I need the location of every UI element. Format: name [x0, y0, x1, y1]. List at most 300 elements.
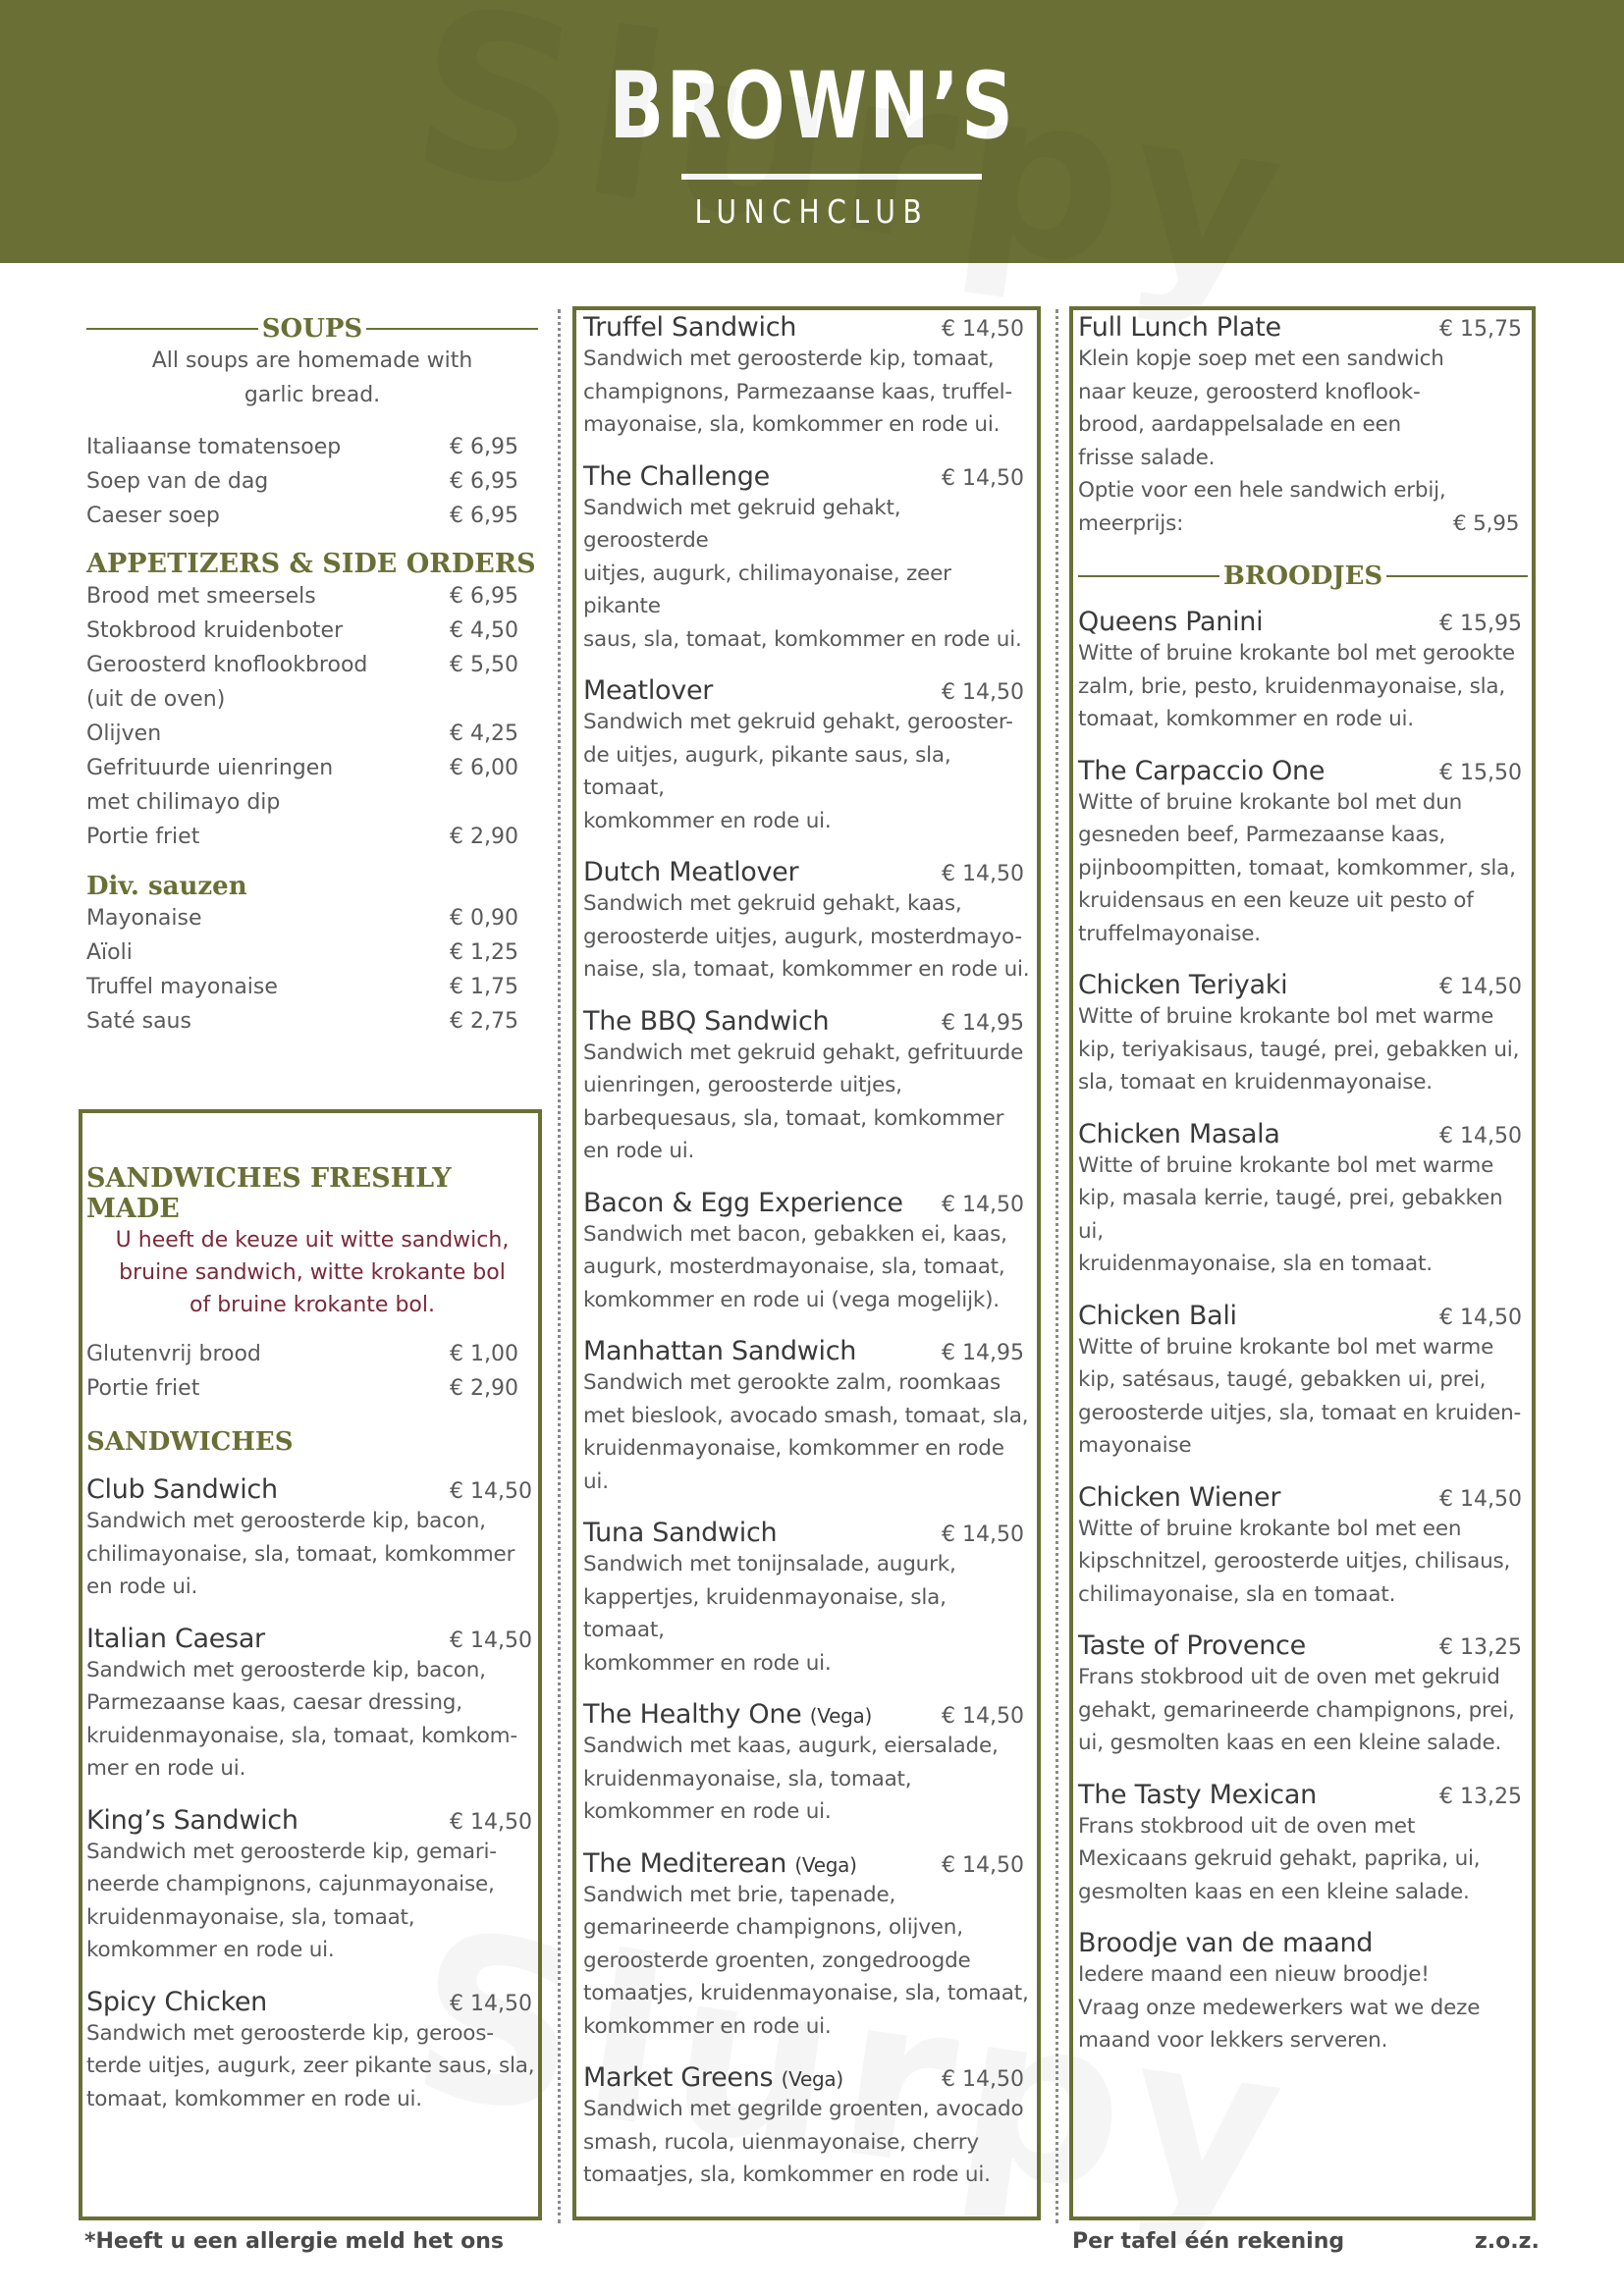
- item-price: € 14,50: [450, 1628, 532, 1653]
- menu-line: [86, 1337, 538, 1371]
- item-description: [86, 1836, 538, 1967]
- line-name: met chilimayo dip: [86, 790, 281, 815]
- item-title: Taste of Provence: [1078, 1630, 1306, 1661]
- item-name: [583, 675, 713, 706]
- description-line: barbequesaus, sla, tomaat, komkommer: [583, 1105, 1004, 1131]
- description-line: Sandwich met gekruid gehakt, kaas,: [583, 891, 962, 916]
- menu-item: [583, 1848, 1030, 2044]
- bill-note: Per tafel één rekening: [1072, 2229, 1345, 2254]
- description-line: Mexicaans gekruid gehakt, paprika, ui,: [1078, 1846, 1481, 1871]
- line-price: € 6,95: [450, 584, 518, 609]
- item-name: [86, 1624, 265, 1654]
- item-price: € 14,50: [1439, 1123, 1522, 1148]
- item-price: € 14,95: [942, 1341, 1024, 1365]
- item-name: [1078, 1928, 1373, 1958]
- item-description: [583, 1037, 1030, 1168]
- description-line: Sandwich met kaas, augurk, eiersalade,: [583, 1734, 999, 1758]
- description-line: komkommer en rode ui (vega mogelijk).: [583, 1287, 1000, 1312]
- line-name: Geroosterd knoflookbrood: [86, 653, 368, 677]
- description-line: maand voor lekkers serveren.: [1078, 2028, 1388, 2053]
- description-line: kip, masala kerrie, taugé, prei, gebakken ui,: [1078, 1186, 1503, 1244]
- full-lunch-desc: Klein kopje soep met een sandwich naar keuze, geroosterd knoflook- brood, aardappelsalade en een frisse salade. Optie voor een hele sandwich erbij, meerprijs: € 5,95: [1078, 347, 1520, 536]
- description-line: augurk, mosterdmayonaise, sla, tomaat,: [583, 1255, 1005, 1279]
- description-line: mayonaise, sla, komkommer en rode ui.: [583, 412, 1001, 437]
- item-title: Italian Caesar: [86, 1623, 265, 1654]
- item-head: [1078, 1928, 1528, 1958]
- description-line: champignons, Parmezaanse kaas, truffel-: [583, 379, 1012, 404]
- line-price: € 4,25: [450, 721, 518, 746]
- menu-line: [86, 682, 538, 717]
- line-price: € 4,50: [450, 618, 518, 643]
- description-line: de uitjes, augurk, pikante saus, sla, tomaat,: [583, 742, 951, 800]
- menu-line: [86, 1371, 538, 1406]
- line-name: Gefrituurde uienringen: [86, 756, 334, 780]
- soups-intro: All soups are homemade with garlic bread.: [151, 348, 473, 407]
- item-head: [583, 312, 1030, 343]
- item-price: € 13,25: [1439, 1784, 1522, 1809]
- item-title: King’s Sandwich: [86, 1804, 298, 1836]
- description-line: Vraag onze medewerkers wat we deze: [1078, 1995, 1481, 2020]
- menu-item: [1078, 1780, 1528, 1909]
- item-description: [583, 706, 1030, 837]
- description-line: kappertjes, kruidenmayonaise, sla, tomaat,: [583, 1584, 947, 1642]
- item-name: [1078, 1119, 1280, 1149]
- item-head: [583, 1518, 1030, 1548]
- item-head: [583, 1336, 1030, 1366]
- soups-section: [86, 314, 538, 1039]
- item-tag: (Vega): [809, 1704, 872, 1728]
- description-line: smash, rucola, uienmayonaise, cherry: [583, 2129, 979, 2155]
- item-title: Market Greens: [583, 2062, 774, 2093]
- sauces-heading: Div. sauzen: [86, 872, 247, 901]
- line-name: Portie friet: [86, 1376, 200, 1401]
- item-head: [1078, 607, 1528, 637]
- item-price: € 15,95: [1439, 612, 1522, 636]
- item-head: [583, 1699, 1030, 1730]
- line-price: € 2,90: [450, 825, 518, 849]
- menu-item: [583, 1188, 1030, 1317]
- sauces-list: [86, 901, 538, 1039]
- description-line: ui, gesmolten kaas en een kleine salade.: [1078, 1731, 1502, 1755]
- item-description: [1078, 1149, 1528, 1281]
- item-description: [86, 1505, 538, 1604]
- broodjes-section: [1078, 312, 1528, 2077]
- menu-line: [86, 614, 538, 648]
- column-divider: [558, 309, 561, 2223]
- item-price: € 14,50: [942, 1704, 1024, 1729]
- item-head: [86, 1474, 538, 1505]
- line-name: Stokbrood kruidenboter: [86, 618, 344, 643]
- line-name: Soep van de dag: [86, 469, 269, 494]
- sandwiches-heading: SANDWICHES FRESHLY MADE: [86, 1163, 452, 1224]
- sandwiches-section: [86, 1163, 538, 2135]
- heading-rule: [1386, 575, 1528, 577]
- menu-item: [583, 857, 1030, 987]
- sandwich-list-2-wrap: [583, 312, 1030, 2212]
- item-name: [1078, 970, 1287, 1000]
- item-price: € 14,50: [942, 2067, 1024, 2092]
- brand-name: BROWN’S: [609, 53, 1015, 160]
- line-price: € 2,90: [450, 1376, 518, 1401]
- description-line: neerde champignons, cajunmayonaise,: [86, 1872, 495, 1896]
- description-line: Sandwich met geroosterde kip, gemari-: [86, 1839, 497, 1864]
- line-name: Brood met smeersels: [86, 584, 316, 609]
- item-name: [86, 1987, 267, 2017]
- menu-item: [583, 1336, 1030, 1498]
- description-line: sla, tomaat en kruidenmayonaise.: [1078, 1070, 1433, 1095]
- description-line: Sandwich met gekruid gehakt, geroosterde: [583, 495, 901, 553]
- item-title: Queens Panini: [1078, 607, 1264, 637]
- logo: [0, 53, 1624, 160]
- line-price: € 6,00: [450, 756, 518, 780]
- description-line: Sandwich met gerookte zalm, roomkaas: [583, 1370, 1001, 1395]
- item-head: [86, 1624, 538, 1654]
- line-name: Truffel mayonaise: [86, 975, 278, 999]
- description-line: gesmolten kaas en een kleine salade.: [1078, 1879, 1470, 1904]
- item-description: [583, 1366, 1030, 1498]
- brand-subtitle: LUNCHCLUB: [694, 192, 930, 231]
- item-description: [86, 2017, 538, 2116]
- item-price: € 14,50: [942, 1522, 1024, 1547]
- menu-item: [1078, 1482, 1528, 1612]
- description-line: terde uitjes, augurk, zeer pikante saus, sla,: [86, 2054, 535, 2078]
- allergy-note: *Heeft u een allergie meld het ons: [84, 2229, 504, 2254]
- description-line: chilimayonaise, sla, tomaat, komkommer: [86, 1541, 515, 1567]
- item-name: [1078, 607, 1263, 637]
- description-line: kruidenmayonaise, sla, tomaat,: [86, 1904, 415, 1930]
- item-description: [1078, 1661, 1528, 1760]
- item-head: [1078, 756, 1528, 786]
- description-line: Witte of bruine krokante bol met warme: [1078, 1334, 1494, 1360]
- extras-list: [86, 1337, 538, 1406]
- menu-item: [86, 1805, 538, 1967]
- item-head: [1078, 970, 1528, 1000]
- item-name: [583, 1848, 857, 1879]
- line-price: € 6,95: [450, 435, 518, 459]
- description-line: komkommer en rode ui.: [86, 1938, 335, 1962]
- item-name: [583, 461, 770, 492]
- description-line: zalm, brie, pesto, kruidenmayonaise, sla,: [1078, 673, 1505, 699]
- item-price: € 15,75: [1439, 317, 1522, 342]
- description-line: komkommer en rode ui.: [583, 2013, 832, 2039]
- menu-item: [1078, 1630, 1528, 1760]
- item-title: The Mediterean: [583, 1847, 787, 1879]
- line-name: Olijven: [86, 721, 162, 746]
- item-price: € 14,95: [942, 1010, 1024, 1036]
- heading-rule: [86, 328, 258, 330]
- description-line: mayonaise: [1078, 1433, 1192, 1458]
- item-head: [1078, 1630, 1528, 1661]
- description-line: Sandwich met gekruid gehakt, gefrituurde: [583, 1040, 1024, 1065]
- item-name: [583, 1336, 856, 1366]
- description-line: Sandwich met brie, tapenade,: [583, 1882, 896, 1907]
- item-description: [86, 1654, 538, 1786]
- description-line: tomaat, komkommer en rode ui.: [1078, 707, 1414, 731]
- menu-line: [86, 820, 538, 854]
- item-price: € 14,50: [942, 1852, 1024, 1878]
- item-name: [583, 312, 796, 343]
- item-title: Meatlover: [583, 675, 714, 706]
- item-head: [1078, 1301, 1528, 1331]
- description-line: kipschnitzel, geroosterde uitjes, chilisaus,: [1078, 1549, 1511, 1574]
- item-description: [1078, 1810, 1528, 1909]
- item-title: Broodje van de maand: [1078, 1928, 1374, 1958]
- item-title: The Challenge: [583, 460, 770, 492]
- item-price: € 13,25: [1439, 1635, 1522, 1660]
- item-name: [583, 2062, 843, 2093]
- line-price: € 1,75: [450, 975, 518, 999]
- description-line: naise, sla, tomaat, komkommer en rode ui.: [583, 957, 1030, 982]
- line-price: € 1,00: [450, 1342, 518, 1366]
- item-head: [583, 461, 1030, 492]
- item-title: Chicken Bali: [1078, 1300, 1237, 1331]
- broodjes-heading: BROODJES: [1078, 561, 1528, 591]
- description-line: Sandwich met gekruid gehakt, gerooster-: [583, 710, 1013, 734]
- item-price: € 14,50: [942, 317, 1024, 342]
- description-line: chilimayonaise, sla en tomaat.: [1078, 1581, 1396, 1607]
- description-line: mer en rode ui.: [86, 1756, 246, 1781]
- header-banner: [0, 0, 1624, 263]
- item-title: Bacon & Egg Experience: [583, 1187, 903, 1218]
- description-line: Sandwich met geroosterde kip, bacon,: [86, 1509, 486, 1533]
- sandwiches-subheading: SANDWICHES: [86, 1427, 294, 1457]
- line-price: € 1,25: [450, 940, 518, 965]
- sandwich-list-2: [583, 312, 1030, 2192]
- item-price: € 14,50: [450, 1991, 532, 2016]
- description-line: en rode ui.: [86, 1575, 198, 1599]
- item-description: [583, 1218, 1030, 1317]
- description-line: met bieslook, avocado smash, tomaat, sla,: [583, 1403, 1029, 1428]
- item-head: [583, 857, 1030, 887]
- item-description: [583, 492, 1030, 657]
- menu-line: [86, 935, 538, 970]
- menu-item: [583, 1006, 1030, 1168]
- line-name: Glutenvrij brood: [86, 1342, 261, 1366]
- description-line: tomaat, komkommer en rode ui.: [86, 2086, 422, 2111]
- item-name: [583, 1006, 829, 1037]
- item-head: [86, 1805, 538, 1836]
- item-description: [1078, 1513, 1528, 1612]
- line-name: Italiaanse tomatensoep: [86, 435, 342, 459]
- menu-item: [583, 1518, 1030, 1680]
- description-line: komkommer en rode ui.: [583, 808, 832, 833]
- soups-list: [86, 430, 538, 533]
- description-line: kruidenmayonaise, sla, tomaat,: [583, 1766, 912, 1791]
- item-title: The Carpaccio One: [1078, 755, 1326, 786]
- appetizers-list: [86, 579, 538, 854]
- broodjes-list: [1078, 607, 1528, 2057]
- item-head: [1078, 1119, 1528, 1149]
- menu-item: [583, 312, 1030, 442]
- soups-heading: SOUPS: [86, 314, 538, 344]
- menu-item: [583, 2062, 1030, 2192]
- item-title: The Tasty Mexican: [1078, 1779, 1317, 1810]
- item-description: [583, 2093, 1030, 2192]
- menu-line: [86, 499, 538, 533]
- item-name: [583, 1518, 777, 1548]
- menu-item: [1078, 756, 1528, 951]
- description-line: Iedere maand een nieuw broodje!: [1078, 1962, 1430, 1987]
- description-line: saus, sla, tomaat, komkommer en rode ui.: [583, 626, 1022, 652]
- description-line: kruidenmayonaise, sla, tomaat, komkom-: [86, 1723, 517, 1748]
- description-line: Witte of bruine krokante bol met warme: [1078, 1004, 1494, 1029]
- item-name: [1078, 1630, 1306, 1661]
- menu-item: [583, 461, 1030, 657]
- item-description: [583, 1548, 1030, 1680]
- item-description: [583, 1730, 1030, 1829]
- item-price: € 14,50: [1439, 975, 1522, 999]
- menu-item: [1078, 607, 1528, 736]
- item-description: [1078, 637, 1528, 736]
- description-line: uienringen, geroosterde uitjes,: [583, 1073, 902, 1097]
- item-head: [583, 1848, 1030, 1879]
- item-title: Chicken Wiener: [1078, 1481, 1281, 1513]
- description-line: geroosterde uitjes, sla, tomaat en kruiden-: [1078, 1400, 1522, 1425]
- description-line: kruidenmayonaise, komkommer en rode ui.: [583, 1436, 1004, 1494]
- item-head: [1078, 1780, 1528, 1810]
- menu-item: [86, 1624, 538, 1786]
- description-line: Witte of bruine krokante bol met gerookte: [1078, 641, 1515, 666]
- item-description: [1078, 786, 1528, 951]
- menu-line: [86, 717, 538, 751]
- item-head: [583, 1188, 1030, 1218]
- menu-item: [1078, 1928, 1528, 2057]
- description-line: Sandwich met geroosterde kip, geroos-: [86, 2020, 494, 2046]
- item-description: [1078, 1331, 1528, 1463]
- description-line: Parmezaanse kaas, caesar dressing,: [86, 1690, 462, 1715]
- item-description: [583, 1879, 1030, 2044]
- description-line: pijnboompitten, tomaat, komkommer, sla,: [1078, 855, 1516, 881]
- item-description: [583, 887, 1030, 987]
- item-tag: (Vega): [781, 2067, 843, 2091]
- description-line: komkommer en rode ui.: [583, 1650, 832, 1676]
- description-line: tomaatjes, kruidenmayonaise, sla, tomaat,: [583, 1981, 1029, 2005]
- full-lunch-head: [1078, 312, 1528, 343]
- description-line: Witte of bruine krokante bol met dun: [1078, 789, 1463, 815]
- sandwich-list-1: [86, 1474, 538, 2115]
- item-price: € 14,50: [450, 1809, 532, 1835]
- description-line: geroosterde uitjes, augurk, mosterdmayo-: [583, 924, 1022, 949]
- item-description: [1078, 1000, 1528, 1099]
- description-line: Frans stokbrood uit de oven met gekruid: [1078, 1665, 1500, 1689]
- item-title: Dutch Meatlover: [583, 857, 799, 887]
- menu-item: [86, 1474, 538, 1604]
- menu-line: [86, 1004, 538, 1039]
- line-price: [450, 682, 538, 717]
- item-price: € 14,50: [942, 1192, 1024, 1217]
- item-name: [1078, 1780, 1317, 1810]
- description-line: kip, teriyakisaus, taugé, prei, gebakken ui,: [1078, 1037, 1520, 1062]
- line-price: [450, 785, 538, 820]
- item-name: [1078, 1482, 1280, 1513]
- line-name: (uit de oven): [86, 687, 226, 712]
- line-name: Aïoli: [86, 940, 133, 965]
- line-price: € 5,50: [450, 653, 518, 677]
- item-head: [86, 1987, 538, 2017]
- description-line: gemarineerde champignons, olijven,: [583, 1915, 963, 1940]
- appetizers-heading: APPETIZERS & SIDE ORDERS: [86, 549, 536, 579]
- item-price: € 14,50: [1439, 1305, 1522, 1330]
- description-line: tomaatjes, sla, komkommer en rode ui.: [583, 2163, 991, 2187]
- item-price: € 15,50: [1439, 760, 1522, 785]
- item-title: Truffel Sandwich: [583, 312, 797, 343]
- item-description: [1078, 1958, 1528, 2057]
- item-title: Manhattan Sandwich: [583, 1336, 857, 1366]
- item-title: The BBQ Sandwich: [583, 1005, 830, 1037]
- menu-item: [1078, 1119, 1528, 1281]
- description-line: Sandwich met gegrilde groenten, avocado: [583, 2097, 1024, 2121]
- item-title: Spicy Chicken: [86, 1986, 267, 2017]
- line-price: € 6,95: [450, 469, 518, 494]
- description-line: kruidensaus en een keuze uit pesto of: [1078, 888, 1474, 913]
- menu-item: [86, 1987, 538, 2116]
- description-line: Sandwich met bacon, gebakken ei, kaas,: [583, 1221, 1007, 1247]
- menu-line: [86, 430, 538, 464]
- menu-line: [86, 901, 538, 935]
- line-name: Saté saus: [86, 1009, 191, 1034]
- description-line: uitjes, augurk, chilimayonaise, zeer pikante: [583, 561, 951, 618]
- description-line: komkommer en rode ui.: [583, 1799, 832, 1824]
- description-line: Sandwich met geroosterde kip, tomaat,: [583, 347, 995, 371]
- zoz-note: z.o.z.: [1475, 2229, 1540, 2254]
- item-name: [1078, 756, 1325, 786]
- logo-rule: [681, 174, 982, 180]
- menu-line: [86, 648, 538, 682]
- sandwiches-intro: U heeft de keuze uit witte sandwich, bruine sandwich, witte krokante bol of bruine krokante bol.: [115, 1228, 510, 1317]
- description-line: Witte of bruine krokante bol met een: [1078, 1516, 1462, 1541]
- item-head: [1078, 1482, 1528, 1513]
- description-line: Frans stokbrood uit de oven met: [1078, 1813, 1416, 1839]
- description-line: geroosterde groenten, zongedroogde: [583, 1948, 971, 1973]
- column-divider: [1056, 309, 1058, 2223]
- item-description: [583, 343, 1030, 442]
- menu-item: [583, 675, 1030, 837]
- line-name: Mayonaise: [86, 906, 202, 931]
- item-head: [583, 2062, 1030, 2093]
- description-line: Sandwich met tonijnsalade, augurk,: [583, 1552, 956, 1576]
- item-title: Chicken Teriyaki: [1078, 970, 1288, 1000]
- description-line: kruidenmayonaise, sla en tomaat.: [1078, 1252, 1433, 1276]
- heading-rule: [366, 328, 538, 330]
- item-head: [583, 1006, 1030, 1037]
- item-name: [583, 857, 798, 887]
- menu-line: [86, 785, 538, 820]
- item-head: [583, 675, 1030, 706]
- item-name: [1078, 1301, 1237, 1331]
- description-line: en rode ui.: [583, 1139, 695, 1163]
- item-name: [86, 1805, 298, 1836]
- item-tag: (Vega): [794, 1852, 857, 1877]
- item-title: Tuna Sandwich: [583, 1518, 778, 1548]
- line-name: Caeser soep: [86, 504, 220, 528]
- item-title: Chicken Masala: [1078, 1118, 1280, 1149]
- line-name: Portie friet: [86, 825, 200, 849]
- description-line: Witte of bruine krokante bol met warme: [1078, 1152, 1494, 1178]
- item-price: € 14,50: [1439, 1486, 1522, 1512]
- item-price: € 14,50: [450, 1479, 532, 1504]
- item-title: The Healthy One: [583, 1699, 802, 1730]
- line-price: € 0,90: [450, 906, 518, 931]
- line-price: € 2,75: [450, 1009, 518, 1034]
- menu-line: [86, 751, 538, 785]
- description-line: kip, satésaus, taugé, gebakken ui, prei,: [1078, 1367, 1487, 1392]
- menu-item: [1078, 1301, 1528, 1463]
- heading-rule: [1078, 575, 1219, 577]
- description-line: gesneden beef, Parmezaanse kaas,: [1078, 823, 1445, 847]
- item-name: [583, 1188, 903, 1218]
- item-price: € 14,50: [942, 862, 1024, 886]
- item-price: € 14,50: [942, 465, 1024, 491]
